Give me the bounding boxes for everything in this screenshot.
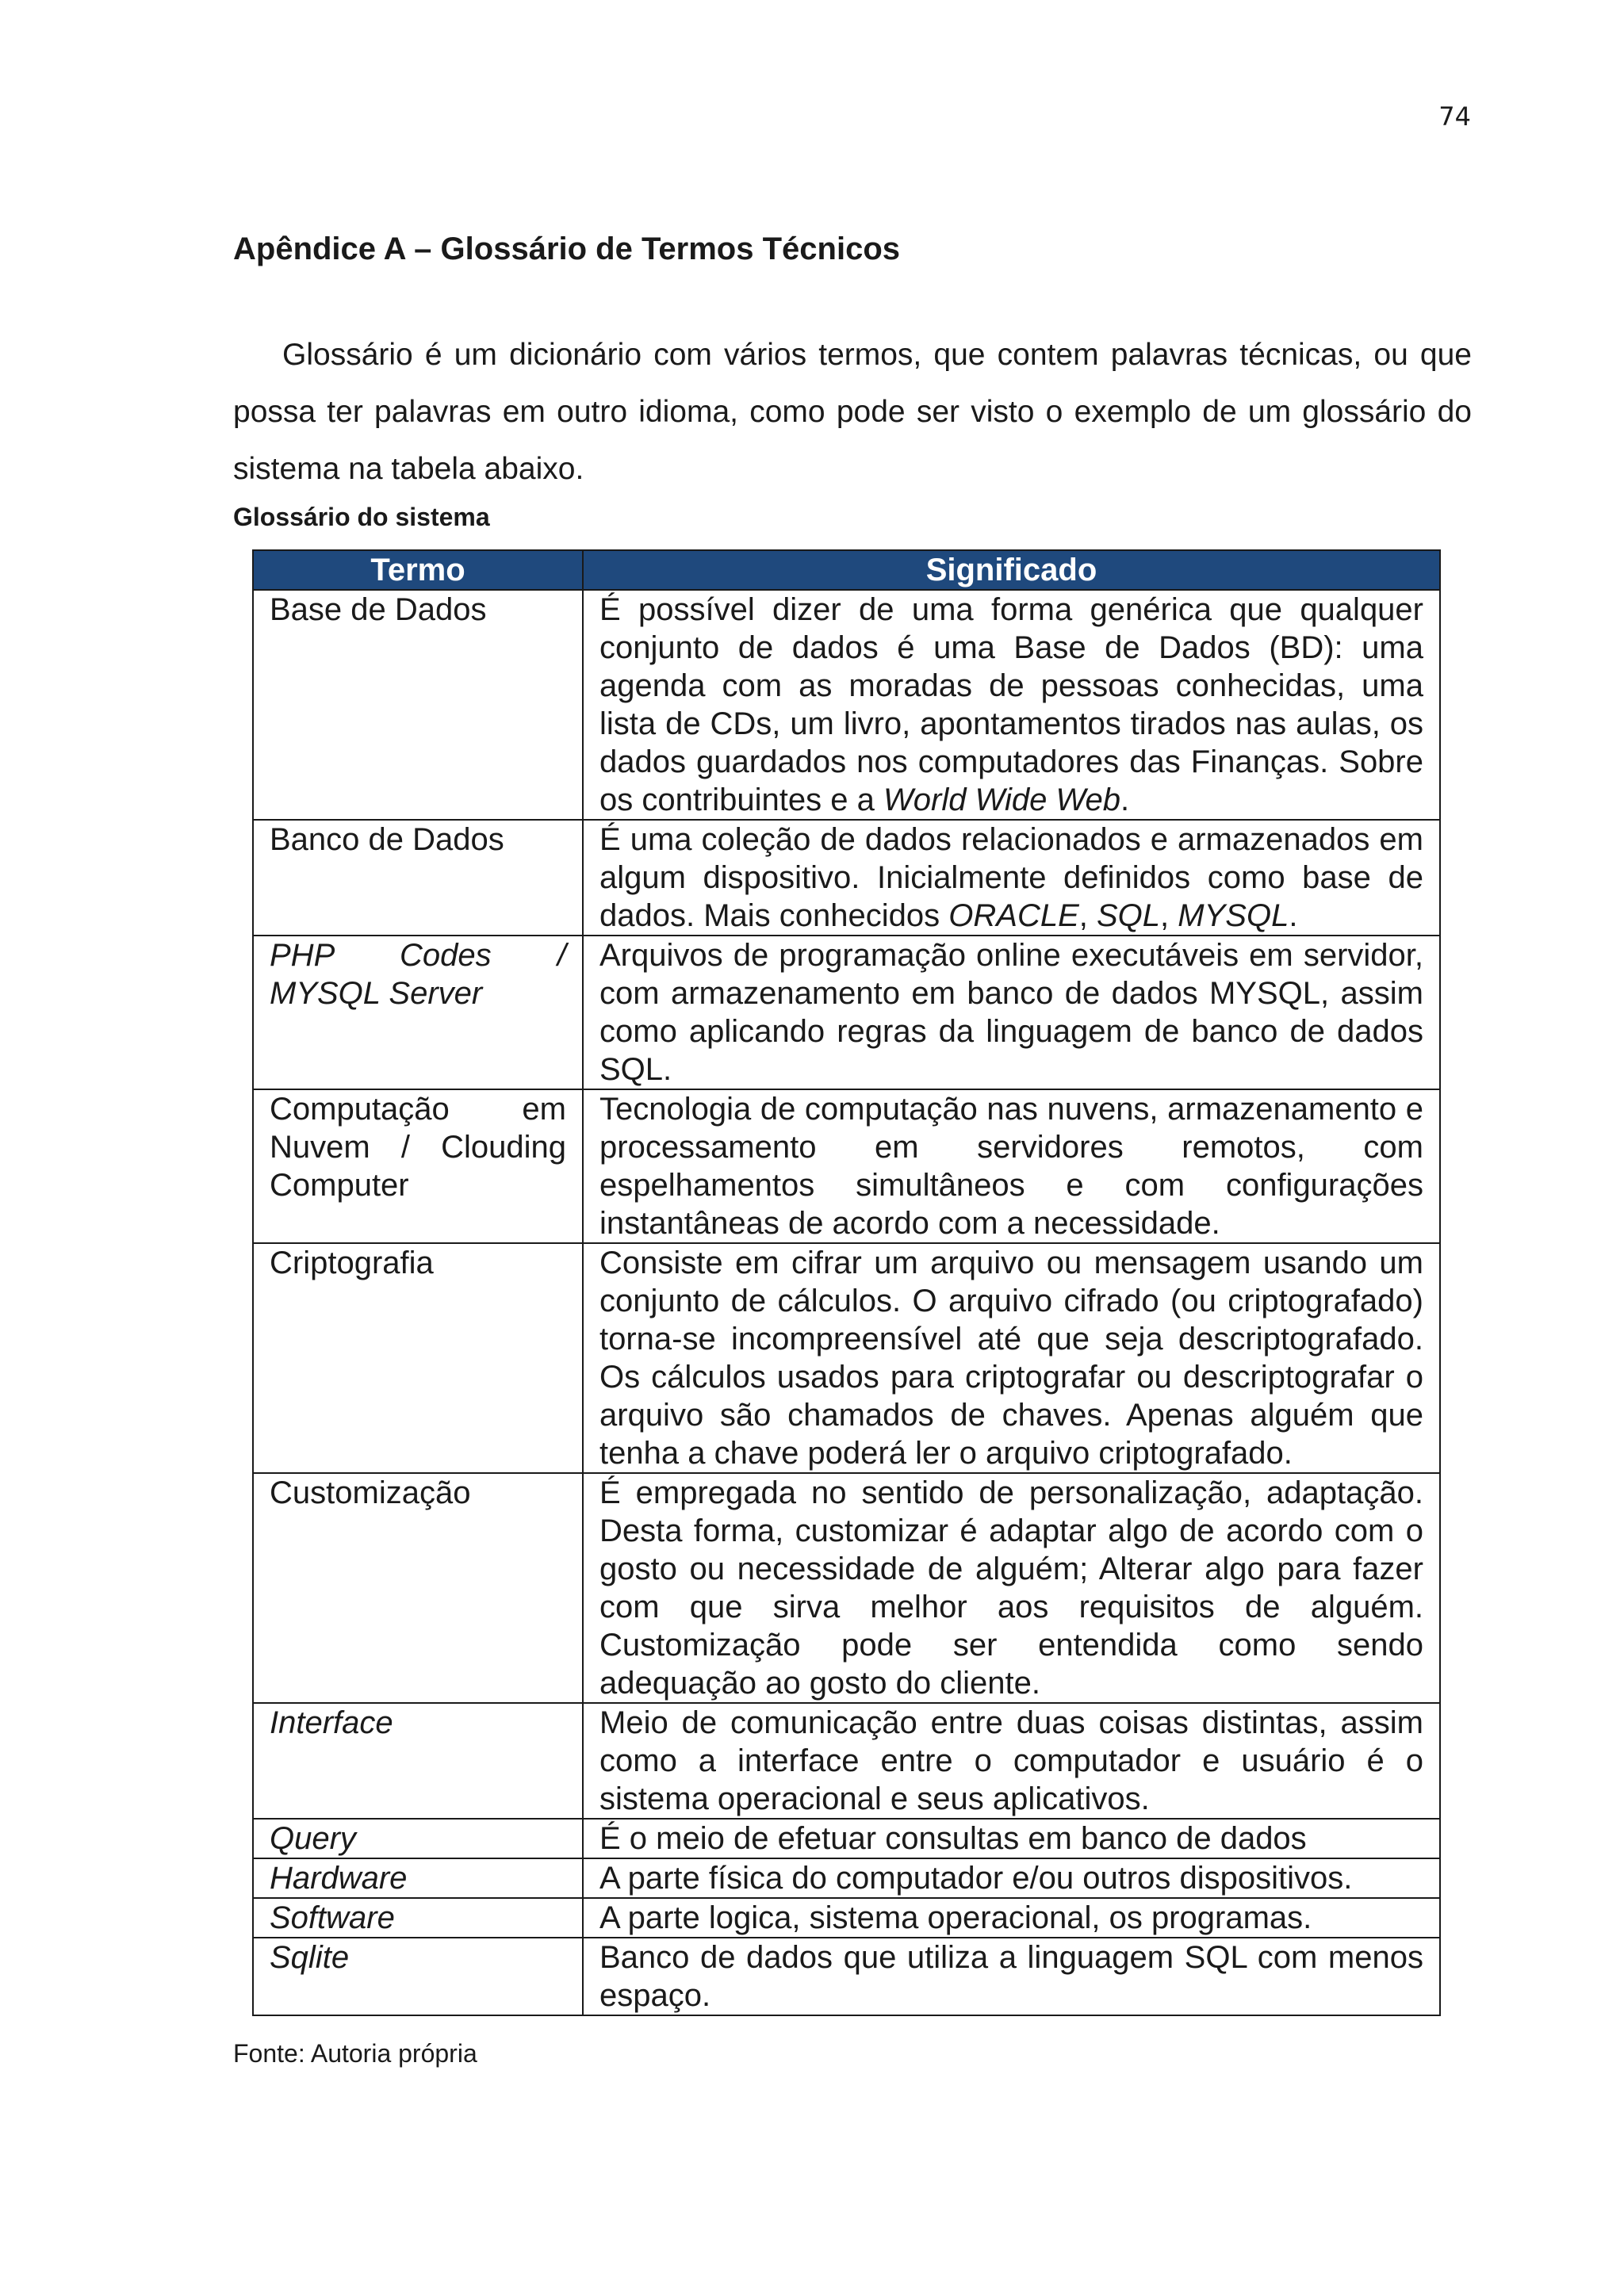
- term-cell: PHP Codes / MYSQL Server: [253, 936, 583, 1089]
- table-row: [253, 1703, 1440, 1819]
- term-cell: Sqlite: [253, 1938, 583, 2015]
- table-caption: Glossário do sistema: [233, 503, 490, 531]
- table-row: [253, 936, 1440, 1089]
- meaning-cell: Banco de dados que utiliza a linguagem SQL com menos espaço.: [583, 1938, 1440, 2015]
- table-row: [253, 1858, 1440, 1898]
- table-row: [253, 1819, 1440, 1858]
- header-meaning: Significado: [583, 550, 1440, 590]
- term-cell: Criptografia: [253, 1243, 583, 1473]
- meaning-italic: ORACLE: [948, 898, 1079, 933]
- table-row: [253, 1089, 1440, 1243]
- meaning-separator: ,: [1160, 898, 1178, 933]
- meaning-cell: A parte logica, sistema operacional, os programas.: [583, 1898, 1440, 1938]
- meaning-cell: É o meio de efetuar consultas em banco de dados: [583, 1819, 1440, 1858]
- term-cell: Customização: [253, 1473, 583, 1703]
- meaning-cell: Arquivos de programação online executáveis em servidor, com armazenamento em banco de dados MYSQL, assim como aplicando regras da linguagem de banco de dados SQL.: [583, 936, 1440, 1089]
- table-row: [253, 1473, 1440, 1703]
- meaning-cell: Consiste em cifrar um arquivo ou mensagem usando um conjunto de cálculos. O arquivo cifrado (ou criptografado) torna-se incompreensível até que seja descriptografado. Os cálculos usados para criptografar ou descriptografar o arquivo são chamados de chaves. Apenas alguém que tenha a chave poderá ler o arquivo criptografado.: [583, 1243, 1440, 1473]
- term-cell: Banco de Dados: [253, 820, 583, 936]
- meaning-cell: Meio de comunicação entre duas coisas distintas, assim como a interface entre o computador e usuário é o sistema operacional e seus aplicativos.: [583, 1703, 1440, 1819]
- table-row: [253, 590, 1440, 820]
- table-source: Fonte: Autoria própria: [233, 2039, 477, 2068]
- table-row: [253, 1898, 1440, 1938]
- term-cell: Hardware: [253, 1858, 583, 1898]
- term-cell: Base de Dados: [253, 590, 583, 820]
- glossary-table: [252, 549, 1441, 2016]
- meaning-cell: É empregada no sentido de personalização, adaptação. Desta forma, customizar é adaptar algo de acordo com o gosto ou necessidade de alguém; Alterar algo para fazer com que sirva melhor aos requisitos de alguém. Customização pode ser entendida como sendo adequação ao gosto do cliente.: [583, 1473, 1440, 1703]
- meaning-italic: World Wide Web: [883, 783, 1120, 817]
- header-term: Termo: [253, 550, 583, 590]
- meaning-cell: [583, 820, 1440, 936]
- appendix-title: Apêndice A – Glossário de Termos Técnicos: [233, 232, 900, 266]
- term-cell: Computação em Nuvem / Clouding Computer: [253, 1089, 583, 1243]
- term-cell: Query: [253, 1819, 583, 1858]
- meaning-cell: Tecnologia de computação nas nuvens, armazenamento e processamento em servidores remotos, com espelhamentos simultâneos e com configurações instantâneas de acordo com a necessidade.: [583, 1089, 1440, 1243]
- meaning-cell: [583, 590, 1440, 820]
- meaning-text: É uma coleção de dados relacionados e armazenados em algum dispositivo. Inicialmente definidos como base de dados. Mais conhecidos: [599, 822, 1423, 933]
- meaning-italic: SQL: [1097, 898, 1161, 933]
- meaning-end: .: [1120, 783, 1130, 817]
- meaning-italic: MYSQL: [1178, 898, 1289, 933]
- meaning-separator: ,: [1078, 898, 1097, 933]
- table-row: [253, 1243, 1440, 1473]
- meaning-cell: A parte física do computador e/ou outros dispositivos.: [583, 1858, 1440, 1898]
- term-cell: Software: [253, 1898, 583, 1938]
- term-cell: Interface: [253, 1703, 583, 1819]
- table-row: [253, 1938, 1440, 2015]
- intro-paragraph: Glossário é um dicionário com vários termos, que contem palavras técnicas, ou que possa ter palavras em outro idioma, como pode ser visto o exemplo de um glossário do sistema na tabela abaixo.: [233, 338, 1472, 486]
- meaning-end: .: [1289, 898, 1298, 933]
- table-header-row: [253, 550, 1440, 590]
- page-number: 74: [1438, 101, 1471, 132]
- meaning-text: É possível dizer de uma forma genérica que qualquer conjunto de dados é uma Base de Dados (BD): uma agenda com as moradas de pessoas conhecidas, uma lista de CDs, um livro, apontamentos tirados nas aulas, os dados guardados nos computadores das Finanças. Sobre os contribuintes e a: [599, 592, 1423, 817]
- table-row: [253, 820, 1440, 936]
